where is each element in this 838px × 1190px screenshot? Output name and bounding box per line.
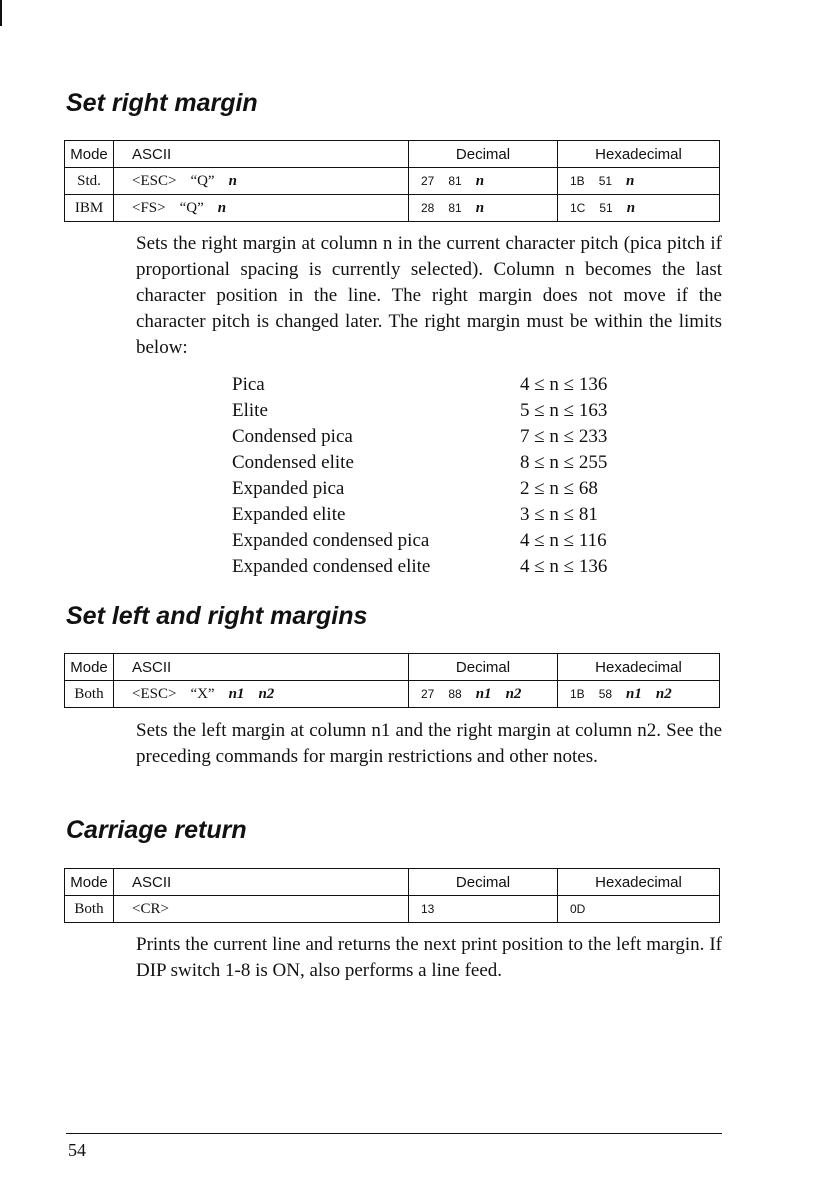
decimal-token: 27: [421, 686, 435, 701]
header-hexadecimal: Hexadecimal: [558, 141, 720, 168]
list-item: [232, 424, 652, 450]
limit-range: 5 ≤ n ≤ 163: [520, 400, 608, 421]
hex-token: 58: [598, 686, 613, 701]
ascii-param: n1: [228, 685, 245, 702]
ascii-token: <ESC>: [132, 685, 177, 702]
ascii-token: <CR>: [132, 900, 169, 917]
hex-cell: [558, 168, 720, 195]
limit-range: 2 ≤ n ≤ 68: [520, 478, 598, 499]
limit-name: Expanded condensed elite: [232, 556, 431, 577]
ascii-token: “Q”: [190, 172, 215, 189]
hex-token: 51: [599, 200, 613, 215]
hex-cell: [558, 681, 720, 708]
decimal-token: 81: [448, 200, 462, 215]
limit-name: Pica: [232, 374, 265, 395]
decimal-param: n: [475, 199, 485, 216]
ascii-token: <FS>: [132, 199, 166, 216]
command-table-set-left-and-right-margins: [64, 653, 720, 708]
hex-param: n: [626, 199, 636, 216]
decimal-token: 27: [421, 173, 435, 188]
section-heading-carriage-return: Carriage return: [66, 816, 247, 844]
table-header-row: [65, 869, 720, 896]
mode-cell: Both: [65, 681, 114, 708]
hex-token: 1B: [570, 686, 585, 701]
list-item: [232, 476, 652, 502]
list-item: [232, 554, 652, 580]
section-heading-set-left-and-right-margins: Set left and right margins: [66, 602, 368, 630]
decimal-param: n: [475, 172, 485, 189]
ascii-cell: [114, 681, 409, 708]
table-row: [65, 681, 720, 708]
header-ascii: ASCII: [114, 654, 409, 681]
ascii-token: “X”: [190, 685, 215, 702]
ascii-cell: [114, 896, 409, 923]
description-set-right-margin: Sets the right margin at column n in the current character pitch (pica pitch if proportional spacing is currently selected). Column n becomes the last character position in the line. The right margin does not move if the character pitch is changed later. The right margin must be within the limits below:: [136, 233, 722, 358]
description-set-left-and-right-margins: Sets the left margin at column n1 and the right margin at column n2. See the preceding commands for margin restrictions and other notes.: [136, 720, 722, 767]
limit-range: 4 ≤ n ≤ 136: [520, 556, 608, 577]
page-number: 54: [68, 1140, 86, 1160]
limit-range: 7 ≤ n ≤ 233: [520, 426, 608, 447]
hex-token: 0D: [570, 902, 586, 916]
header-mode: Mode: [65, 869, 114, 896]
hex-param: n1: [626, 685, 642, 702]
hex-param: n: [626, 172, 635, 189]
section-heading-set-right-margin: Set right margin: [66, 89, 258, 117]
decimal-param: n2: [505, 685, 522, 702]
margin-limits-list: [232, 372, 652, 580]
list-item: [232, 372, 652, 398]
ascii-token: “Q”: [179, 199, 204, 216]
hex-token: 1C: [570, 200, 586, 215]
decimal-cell: [409, 168, 558, 195]
table-header-row: [65, 654, 720, 681]
list-item: [232, 398, 652, 424]
decimal-token: 28: [421, 200, 435, 215]
ascii-param: n: [228, 172, 237, 189]
command-table-carriage-return: [64, 868, 720, 923]
decimal-param: n1: [475, 685, 492, 702]
table-row: [65, 168, 720, 195]
decimal-cell: [409, 195, 558, 222]
decimal-cell: [409, 681, 558, 708]
hex-token: 51: [598, 173, 613, 188]
limit-range: 3 ≤ n ≤ 81: [520, 504, 598, 525]
limit-range: 4 ≤ n ≤ 136: [520, 374, 608, 395]
limit-name: Expanded condensed pica: [232, 530, 430, 551]
list-item: [232, 502, 652, 528]
table-row: [65, 195, 720, 222]
hex-cell: [558, 896, 720, 923]
mode-cell: Both: [65, 896, 114, 923]
header-hexadecimal: Hexadecimal: [558, 869, 720, 896]
limit-range: 4 ≤ n ≤ 116: [520, 530, 607, 551]
ascii-param: n2: [258, 685, 275, 702]
scan-edge-mark: [0, 0, 2, 26]
hex-param: n2: [655, 685, 672, 702]
header-mode: Mode: [65, 654, 114, 681]
list-item: [232, 528, 652, 554]
limit-name: Elite: [232, 400, 268, 421]
limit-name: Condensed elite: [232, 452, 354, 473]
decimal-token: 13: [421, 902, 435, 916]
footer-rule: [66, 1133, 722, 1134]
table-header-row: [65, 141, 720, 168]
mode-cell: Std.: [65, 168, 114, 195]
header-ascii: ASCII: [114, 141, 409, 168]
header-decimal: Decimal: [409, 869, 558, 896]
ascii-token: <ESC>: [132, 172, 177, 189]
mode-cell: IBM: [65, 195, 114, 222]
ascii-cell: [114, 168, 409, 195]
decimal-token: 88: [448, 686, 462, 701]
header-mode: Mode: [65, 141, 114, 168]
table-row: [65, 896, 720, 923]
limit-name: Expanded pica: [232, 478, 345, 499]
decimal-token: 81: [448, 173, 462, 188]
header-decimal: Decimal: [409, 654, 558, 681]
decimal-cell: [409, 896, 558, 923]
ascii-cell: [114, 195, 409, 222]
ascii-param: n: [217, 199, 227, 216]
header-ascii: ASCII: [114, 869, 409, 896]
description-carriage-return: Prints the current line and returns the next print position to the left margin. If DIP switch 1-8 is ON, also performs a line feed.: [136, 934, 722, 981]
command-table-set-right-margin: [64, 140, 720, 222]
hex-token: 1B: [570, 173, 585, 188]
limit-name: Expanded elite: [232, 504, 346, 525]
hex-cell: [558, 195, 720, 222]
limit-name: Condensed pica: [232, 426, 353, 447]
limit-range: 8 ≤ n ≤ 255: [520, 452, 608, 473]
header-hexadecimal: Hexadecimal: [558, 654, 720, 681]
header-decimal: Decimal: [409, 141, 558, 168]
list-item: [232, 450, 652, 476]
